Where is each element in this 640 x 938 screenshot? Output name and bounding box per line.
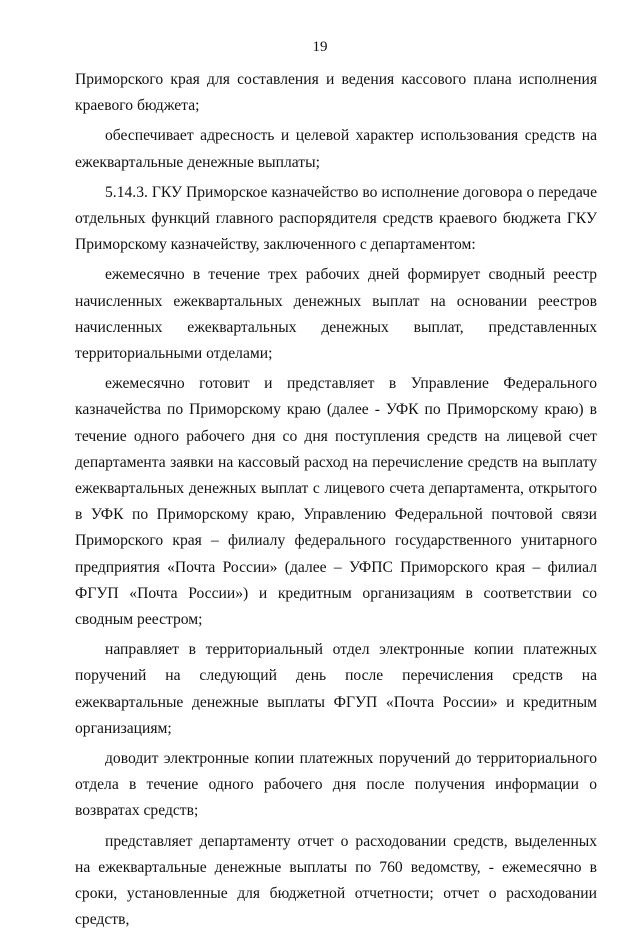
page-number: 19 bbox=[312, 39, 328, 55]
paragraph-targeted-use: обеспечивает адресность и целевой характер использования средств на ежеквартальные денежные выплаты; bbox=[75, 127, 597, 171]
paragraph-cash-requests: ежемесячно готовит и представляет в Управление Федерального казначейства по Приморскому краю (далее - УФК по Приморскому краю) в течение одного рабочего дня со дня поступления средств на лицевой счет департамента заявки на кассовый расход на перечисление средств на выплату ежеквартальных денежных выплат с лицевого счета департамента, открытого в УФК по Приморскому краю, Управлению Федеральной почтовой связи Приморского края – филиалу федерального государственного унитарного предприятия «Почта России» (далее – УФПС Приморского края – филиал ФГУП «Почта России») и кредитным организациям в соответствии со сводным реестром; bbox=[75, 375, 597, 629]
paragraph-continuation: Приморского края для составления и ведения кассового плана исполнения краевого бюджета; bbox=[75, 71, 597, 115]
paragraph-expense-report: представляет департаменту отчет о расходовании средств, выделенных на ежеквартальные денежные выплаты по 760 ведомству, - ежемесячно в сроки, установленные для бюджетной отчетности; отчет о расходовании средств, bbox=[75, 832, 597, 929]
paragraph-returns-info: доводит электронные копии платежных поручений до территориального отдела в течение одного рабочего дня после получения информации о возвратах средств; bbox=[75, 750, 597, 820]
paragraph-section-5-14-3: 5.14.3. ГКУ Приморское казначейство во исполнение договора о передаче отдельных функций главного распорядителя средств краевого бюджета ГКУ Приморскому казначейству, заключенного с департаментом: bbox=[75, 183, 597, 254]
document-body bbox=[75, 67, 597, 938]
paragraph-summary-register: ежемесячно в течение трех рабочих дней формирует сводный реестр начисленных ежеквартальных денежных выплат на основании реестров начисленных ежеквартальных денежных выплат, представленных территориальными отделами; bbox=[75, 266, 597, 363]
paragraph-payment-copies: направляет в территориальный отдел электронные копии платежных поручений на следующий день после перечисления средств на ежеквартальные денежные выплаты ФГУП «Почта России» и кредитным организациям; bbox=[75, 641, 597, 737]
